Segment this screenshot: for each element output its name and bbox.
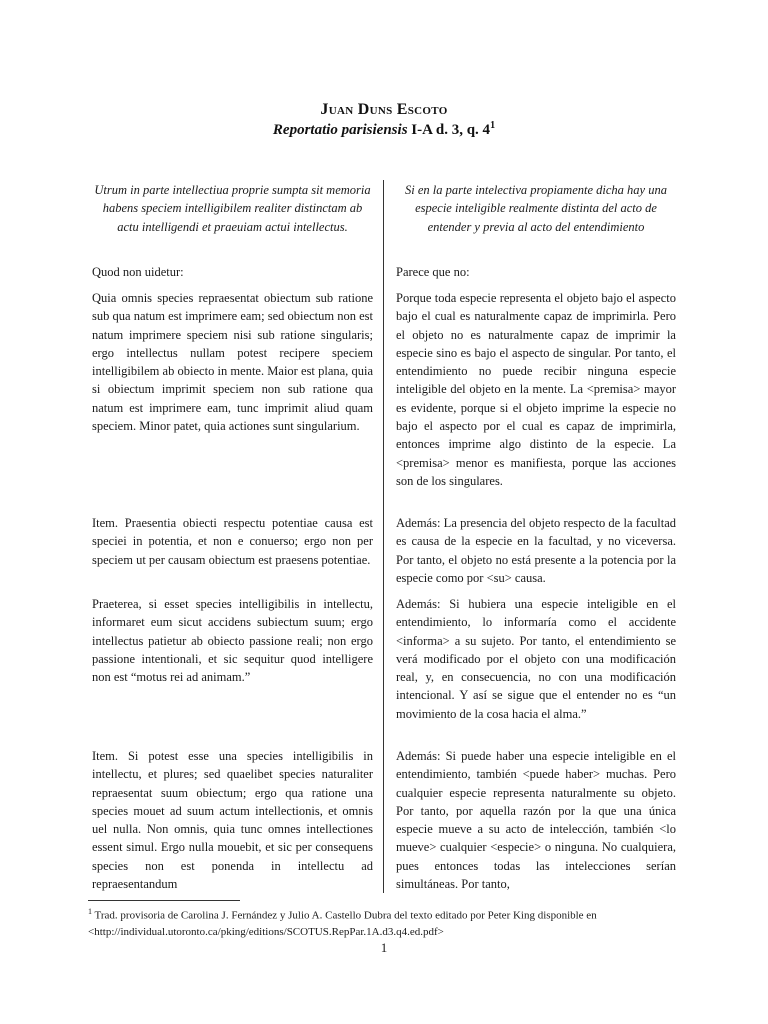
footnote — [88, 904, 688, 940]
latin-paragraph-4: Item. Si potest esse una species intelligibilis in intellectu, et plures; sed quaelibet species naturaliter repraesentat suum obiectum; ergo qua ratione una species mouet ad suum actum intellectionis, et omnis uel nulla. Non omnis, quia tunc omnes intellectiones essent simul. Ergo nulla mouebit, et sic per consequens species non est ponenda in intellectu ad repraesentandum — [92, 749, 373, 892]
footnote-number: 1 — [88, 907, 92, 916]
spanish-paragraph-intro: Parece que no: — [396, 265, 470, 279]
work-title — [0, 120, 768, 140]
spanish-paragraph-4: Además: Si puede haber una especie inteligible en el entendimiento, también <puede haber> muchas. Pero cualquier especie representa naturalmente su objeto. Por tanto, por aquella razón por la que una única especie mueve a su acto de intelección, también <lo mueve> cualquier <especie> o ninguna. No cualquiera, pues entonces todas las intelecciones serían simultáneas. Por tanto, — [396, 749, 676, 892]
latin-question-heading: Utrum in parte intellectiua proprie sumpta sit memoria habens speciem intelligibilem realiter distinctam ab actu intelligendi et praeuiam actui intellectus. — [94, 183, 371, 234]
spanish-paragraph-3: Además: Si hubiera una especie inteligible en el entendimiento, lo informaría como el accidente <informa> a su sujeto. Por tanto, el entendimiento se verá modificado por el objeto con una modificación real, y, en consecuencia, no con una modificación intencional. Y así se sigue que el entender no es “un movimiento de la cosa hacia el alma.” — [396, 597, 676, 721]
footnote-text: Trad. provisoria de Carolina J. Fernández y Julio A. Castello Dubra del texto editado por Peter King disponible en — [92, 909, 597, 922]
footnote-reference: 1 — [490, 120, 496, 131]
footnote-separator — [88, 900, 240, 901]
latin-paragraph-3: Praeterea, si esset species intelligibilis in intellectu, informaret eum sicut accidens subiectum suum; ergo intellectus patietur ab obiecto passione reali; non ergo passione intentionali, et sic sequitur quod intelligere non est “motus rei ad animam.” — [92, 597, 373, 685]
latin-paragraph-intro: Quod non uidetur: — [92, 265, 184, 279]
footnote-link[interactable]: <http://individual.utoronto.ca/pking/editions/SCOTUS.RepPar.1A.d3.q4.ed.pdf> — [88, 925, 444, 938]
document-header — [0, 100, 768, 140]
author-name: Juan Duns Escoto — [320, 101, 448, 118]
spanish-paragraph-1: Porque toda especie representa el objeto bajo el aspecto bajo el cual es naturalmente capaz de imprimirla. Pero el objeto no es naturalmente capaz de imprimir la especie sino es bajo el aspecto de singular. Por tanto, el entendimiento no puede recibir ninguna especie inteligible del objeto en la mente. La <premisa> mayor es evidente, porque si el objeto imprime la especie no bajo el aspecto por el cual es capaz de imprimirla, entonces imprime algo distinto de la especie. La <premisa> menor es manifiesta, porque las acciones son de los singulares. — [396, 291, 676, 488]
spanish-paragraph-2: Además: La presencia del objeto respecto de la facultad es causa de la especie en la facultad, y no viceversa. Por tanto, el objeto no está presente a la potencia por la especie como por <su> causa. — [396, 516, 676, 585]
latin-paragraph-1: Quia omnis species repraesentat obiectum sub ratione sub qua natum est imprimere eam; sed obiectum non est natum imprimere speciem nisi sub ratione singularis; ergo intellectus nullam potest recipere speciem intelligibilem ab obiecto in mente. Maior est plana, quia si obiectum imprimit speciem non sub ratione qua natum est imprimere eam, tunc imprimit aliud quam speciem. Minor patet, quia actiones sunt singularium. — [92, 291, 373, 434]
work-title-italic: Reportatio parisiensis — [272, 122, 408, 138]
column-divider — [383, 180, 384, 893]
work-title-reference: I-A d. 3, q. 4 — [407, 122, 491, 138]
latin-paragraph-2: Item. Praesentia obiecti respectu potentiae causa est speciei in potentia, et non e conuerso; ergo non per speciem ut per causam obiectum est praesens potentiae. — [92, 516, 373, 567]
spanish-question-heading: Si en la parte intelectiva propiamente dicha hay una especie inteligible realmente distinta del acto de entender y previa al acto del entendimiento — [405, 183, 667, 234]
page-number: 1 — [380, 940, 388, 955]
